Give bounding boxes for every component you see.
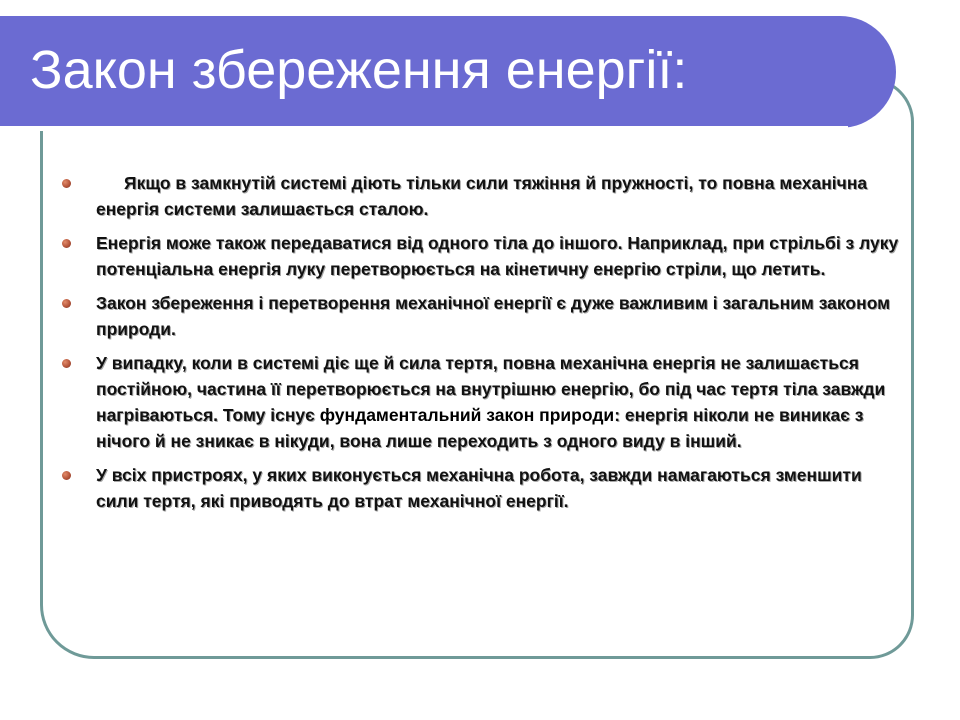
bullet-dot-icon — [62, 239, 71, 248]
bullet-list — [62, 170, 904, 522]
bullet-text: Якщо в замкнутій системі діють тільки сили тяжіння й пружності, то повна механічна енергія системи залишається сталою. — [96, 173, 868, 219]
bullet-item-2 — [62, 230, 904, 282]
bullet-item-4 — [62, 350, 904, 454]
bullet-item-3 — [62, 290, 904, 342]
bullet-text: У всіх пристроях, у яких виконується механічна робота, завжди намагаються зменшити сили тертя, які приводять до втрат механічної енергії. — [96, 465, 862, 511]
bullet-item-5 — [62, 462, 904, 514]
bullet-text: Закон збереження і перетворення механічної енергії є дуже важливим і загальним законом природи. — [96, 293, 891, 339]
bullet-text-before: У випадку, коли в системі діє ще й сила тертя, повна механічна енергія не залишається постійною, частина її перетворюється на внутрішню енергію, бо під час тертя тіла завжди нагріваються. Тому існує — [96, 353, 886, 425]
bullet-dot-icon — [62, 471, 71, 480]
bullet-text-after: : енергія ніколи не виникає з нічого й не зникає в нікуди, вона лише переходить з одного виду в інший. — [96, 405, 864, 451]
bullet-text-emphasis: фундаментальний закон природи — [319, 405, 615, 425]
bullet-dot-icon — [62, 359, 71, 368]
bullet-item-1 — [62, 170, 904, 222]
title-underline — [0, 126, 848, 131]
bullet-dot-icon — [62, 299, 71, 308]
bullet-text: Енергія може також передаватися від одного тіла до іншого. Наприклад, при стрільбі з луку потенціальна енергія луку перетворюється на кінетичну енергію стріли, що летить. — [96, 233, 899, 279]
slide-title: Закон збереження енергії: — [30, 40, 688, 100]
bullet-dot-icon — [62, 179, 71, 188]
